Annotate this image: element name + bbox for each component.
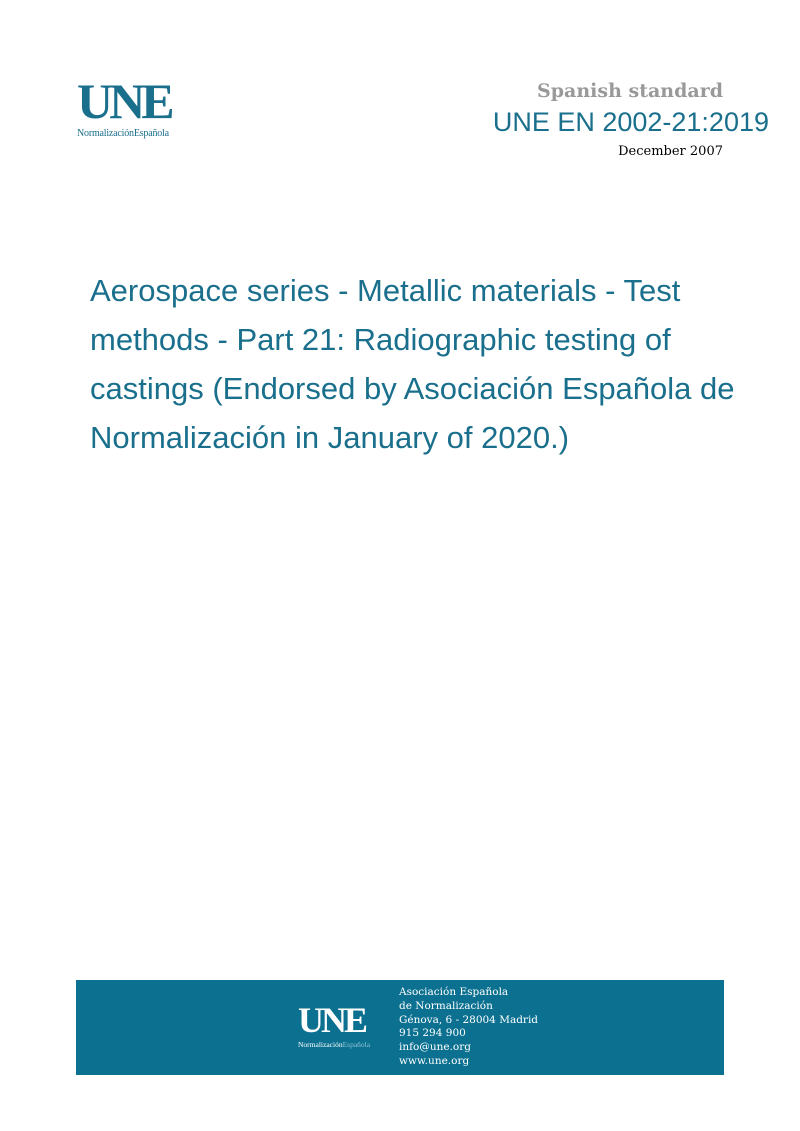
org-address: Génova, 6 - 28004 Madrid (399, 1013, 539, 1026)
footer-logo-sub-accent: Española (342, 1040, 371, 1049)
footer-logo-subtitle (298, 1040, 388, 1049)
standard-header (493, 78, 769, 159)
footer-une-logo (298, 1002, 388, 1049)
footer-contact-info (399, 986, 538, 1069)
standard-code: UNE EN 2002-21:2019 (492, 107, 769, 137)
footer-banner (76, 980, 724, 1075)
une-logo-subtitle: NormalizaciónEspañola (77, 128, 169, 139)
org-email-link[interactable]: info@une.org (399, 1041, 471, 1054)
footer-logo-sub-main: Normalización (298, 1040, 343, 1049)
document-title: Aerospace series - Metallic materials - Test methods - Part 21: Radiographic testing of castings (Endorsed by Asociación Española de Normalización in January of 2020.) (90, 273, 735, 455)
org-phone: 915 294 900 (399, 1027, 466, 1040)
une-logo (77, 73, 207, 139)
une-logo-mark: UNE (77, 73, 171, 129)
standard-type: Spanish standard (537, 80, 723, 102)
footer-logo-mark: UNE (298, 1000, 366, 1040)
org-website-link[interactable]: www.une.org (399, 1054, 470, 1067)
standard-date: December 2007 (618, 144, 723, 159)
org-name-line1: Asociación Española (399, 986, 509, 998)
org-name-line2: de Normalización (399, 999, 493, 1012)
